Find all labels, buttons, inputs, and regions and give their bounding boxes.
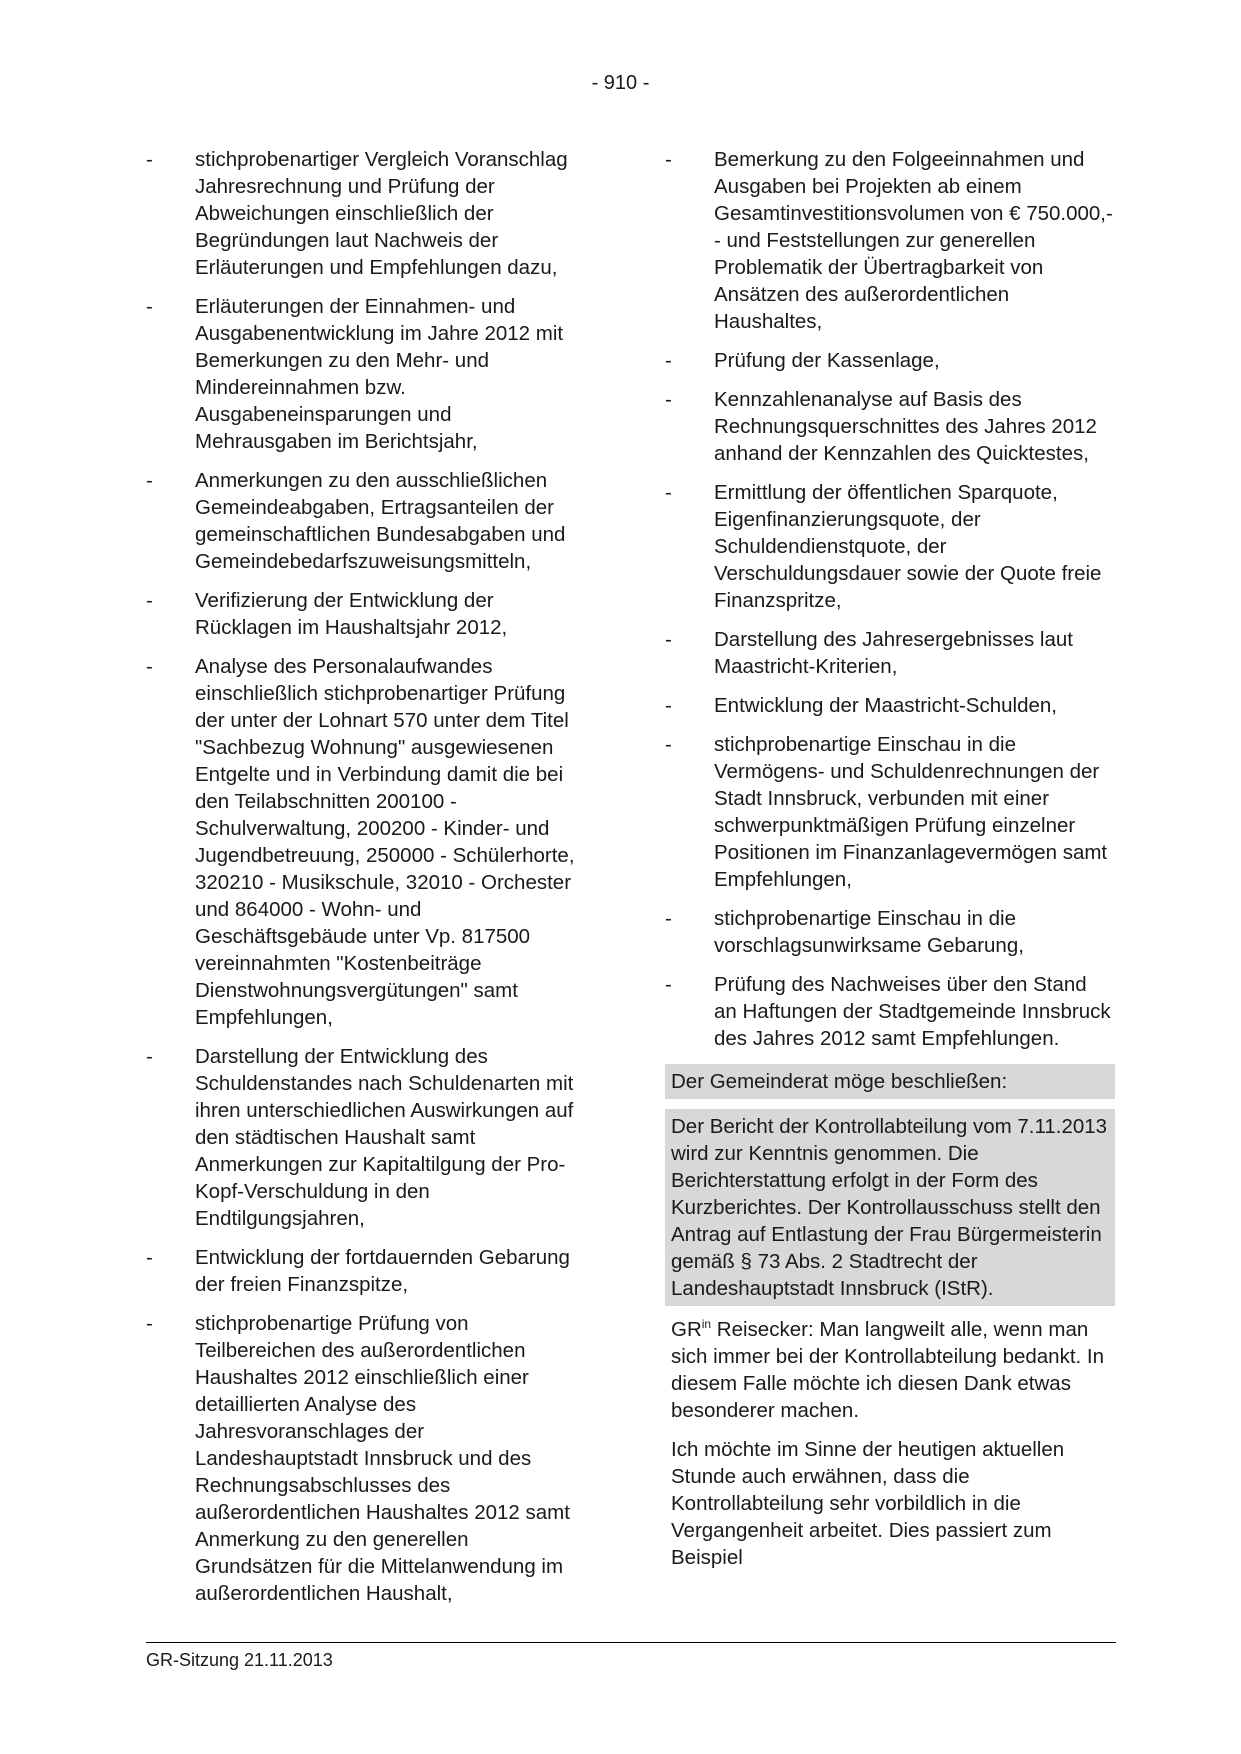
list-item (146, 146, 591, 281)
resolution-header: Der Gemeinderat möge beschließen: (665, 1064, 1115, 1099)
speaker-text: : Man langweilt alle, wenn man sich immer bei der Kontrollabteilung bedankt. In diesem Falle möchte ich diesen Dank etwas besonderer machen. (671, 1318, 1105, 1422)
list-item-text: Kennzahlenanalyse auf Basis des Rechnungsquerschnittes des Jahres 2012 anhand der Kennzahlen des Quicktestes, (714, 388, 1097, 465)
list-item (665, 971, 1115, 1052)
list-item-text: Ermittlung der öffentlichen Sparquote, Eigenfinanzierungsquote, der Schuldendienstquote, der Verschuldungsdauer sowie der Quote freie Finanzspritze, (714, 481, 1102, 612)
list-dash: - (665, 733, 672, 756)
list-item-text: stichprobenartige Einschau in die Vermögens- und Schuldenrechnungen der Stadt Innsbruck, verbunden mit einer schwerpunktmäßigen Prüfung einzelner Positionen im Finanzanlagevermögen samt Empfehlungen, (714, 733, 1108, 891)
list-item-text: stichprobenartige Einschau in die vorschlagsunwirksame Gebarung, (714, 907, 1024, 957)
footer: GR-Sitzung 21.11.2013 (146, 1650, 333, 1670)
resolution-text: Der Bericht der Kontrollabteilung vom 7.11.2013 wird zur Kenntnis genommen. Die Berichterstattung erfolgt in der Form des Kurzberichtes. Der Kontrollausschuss stellt den Antrag auf Entlastung der Frau Bürgermeisterin gemäß § 73 Abs. 2 Stadtrecht der Landeshauptstadt Innsbruck (IStR). (665, 1109, 1115, 1306)
list-item-text: Erläuterungen der Einnahmen- und Ausgabenentwicklung im Jahre 2012 mit Bemerkungen zu den Mehr- und Mindereinnahmen bzw. Ausgabeneinsparungen und Mehrausgaben im Berichtsjahr, (195, 295, 564, 453)
left-column (146, 146, 591, 1619)
right-column (665, 146, 1115, 1583)
list-item-text: Entwicklung der Maastricht-Schulden, (714, 694, 1057, 717)
list-item (665, 479, 1115, 614)
list-item (146, 1043, 591, 1232)
list-dash: - (146, 655, 153, 678)
list-item (665, 626, 1115, 680)
list-dash: - (665, 694, 672, 717)
list-item-text: Prüfung der Kassenlage, (714, 349, 940, 372)
list-dash: - (665, 148, 672, 171)
list-dash: - (146, 148, 153, 171)
list-item-text: Prüfung des Nachweises über den Stand an Haftungen der Stadtgemeinde Innsbruck des Jahres 2012 samt Empfehlungen. (714, 973, 1111, 1050)
list-item (146, 587, 591, 641)
list-item-text: Darstellung des Jahresergebnisses laut Maastricht-Kriterien, (714, 628, 1073, 678)
list-item-text: Anmerkungen zu den ausschließlichen Gemeindeabgaben, Ertragsanteilen der gemeinschaftlichen Bundesabgaben und Gemeindebedarfszuweisungsmitteln, (195, 469, 566, 573)
list-dash: - (146, 589, 153, 612)
list-item-text: Analyse des Personalaufwandes einschließlich stichprobenartiger Prüfung der unter der Lohnart 570 unter dem Titel "Sachbezug Wohnung" ausgewiesenen Entgelte und in Verbindung damit die bei den Teilabschnitten 200100 - Schulverwaltung, 200200 - Kinder- und Jugendbetreuung, 250000 - Schülerhorte, 320210 - Musikschule, 32010 - Orchester und 864000 - Wohn- und Geschäftsgebäude unter Vp. 817500 vereinnahmten "Kostenbeiträge Dienstwohnungsvergütungen" samt Empfehlungen, (195, 655, 575, 1029)
list-item (665, 347, 1115, 374)
speaker-sup: in (701, 1317, 712, 1332)
list-item-text: Entwicklung der fortdauernden Gebarung der freien Finanzspitze, (195, 1246, 570, 1296)
list-item (146, 653, 591, 1031)
list-item (665, 905, 1115, 959)
list-dash: - (665, 349, 672, 372)
list-item-text: stichprobenartiger Vergleich Voranschlag Jahresrechnung und Prüfung der Abweichungen einschließlich der Begründungen laut Nachweis der Erläuterungen und Empfehlungen dazu, (195, 148, 568, 279)
list-dash: - (146, 295, 153, 318)
speaker-paragraph (665, 1316, 1115, 1424)
list-item (665, 146, 1115, 335)
list-dash: - (146, 1312, 153, 1335)
closing-paragraph: Ich möchte im Sinne der heutigen aktuellen Stunde auch erwähnen, dass die Kontrollabteilung sehr vorbildlich in die Vergangenheit arbeitet. Dies passiert zum Beispiel (671, 1438, 1065, 1569)
footer-divider (146, 1642, 1116, 1643)
list-item (665, 692, 1115, 719)
page-number: - 910 - (591, 72, 650, 94)
list-item (665, 386, 1115, 467)
speaker-name: Reisecker (716, 1318, 808, 1341)
speaker-prefix: GR (671, 1318, 702, 1341)
list-dash: - (665, 907, 672, 930)
list-item-text: Verifizierung der Entwicklung der Rücklagen im Haushaltsjahr 2012, (195, 589, 508, 639)
list-item-text: Darstellung der Entwicklung des Schuldenstandes nach Schuldenarten mit ihren unterschiedlichen Auswirkungen auf den städtischen Haushalt samt Anmerkungen zur Kapitaltilgung der Pro-Kopf-Verschuldung in den Endtilgungsjahren, (195, 1045, 574, 1230)
list-item (665, 731, 1115, 893)
list-item (146, 1310, 591, 1607)
list-dash: - (665, 628, 672, 651)
list-item (146, 1244, 591, 1298)
list-dash: - (665, 388, 672, 411)
list-dash: - (665, 481, 672, 504)
list-dash: - (146, 1246, 153, 1269)
list-item (146, 293, 591, 455)
list-item (146, 467, 591, 575)
list-dash: - (146, 469, 153, 492)
list-dash: - (665, 973, 672, 996)
list-item-text: Bemerkung zu den Folgeeinnahmen und Ausgaben bei Projekten ab einem Gesamtinvestitionsvolumen von € 750.000,-- und Feststellungen zur generellen Problematik der Übertragbarkeit von Ansätzen des außerordentlichen Haushaltes, (714, 148, 1113, 333)
list-dash: - (146, 1045, 153, 1068)
list-item-text: stichprobenartige Prüfung von Teilbereichen des außerordentlichen Haushaltes 2012 einschließlich einer detaillierten Analyse des Jahresvoranschlages der Landeshauptstadt Innsbruck und des Rechnungsabschlusses des außerordentlichen Haushaltes 2012 samt Anmerkung zu den generellen Grundsätzen für die Mittelanwendung im außerordentlichen Haushalt, (195, 1312, 570, 1605)
